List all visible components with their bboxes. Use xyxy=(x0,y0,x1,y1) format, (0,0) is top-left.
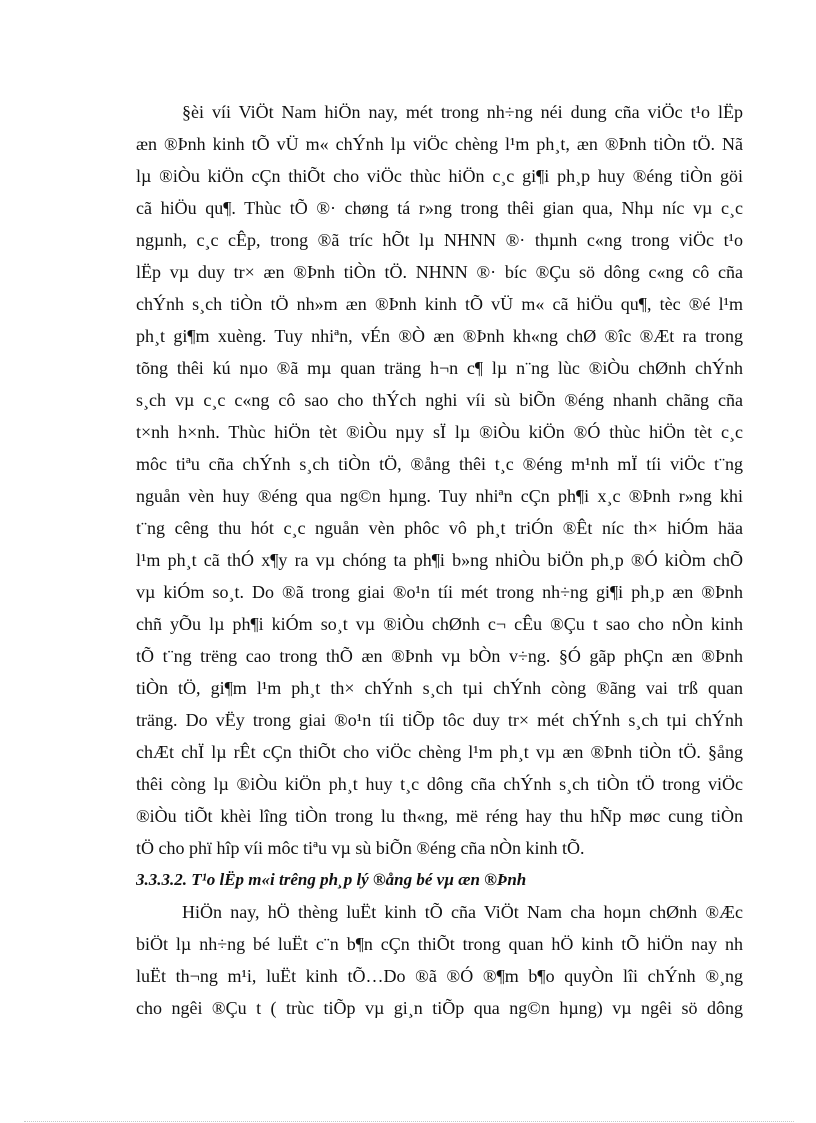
document-page xyxy=(136,96,743,1024)
text-line: lµ ®iÒu kiÖn cÇn thiÕt cho viÖc thùc hiÖn c¸c gi¶i ph¸p huy ®éng tiÒn göi xyxy=(136,166,743,186)
paragraph-legal-environment xyxy=(136,896,743,1024)
text-line: tÖ cho phï hîp víi môc tiªu vµ sù biÕn ®éng cña nÒn kinh tÕ. xyxy=(136,838,585,858)
text-line: ph¸t gi¶m xuèng. Tuy nhiªn, vÉn ®Ò æn ®Þnh kh«ng chØ ®îc ®Æt ra trong xyxy=(136,326,743,346)
page-bottom-divider xyxy=(24,1121,794,1122)
text-line: t¨ng cêng thu hót c¸c nguån vèn phôc vô ph¸t triÓn ®Êt níc th× hiÓm häa xyxy=(136,518,743,538)
text-line: ®iÒu tiÕt khèi lîng tiÒn trong lu th«ng, më réng hay thu hÑp møc cung tiÒn xyxy=(136,806,743,826)
text-line: biÖt lµ nh÷ng bé luËt c¨n b¶n cÇn thiÕt trong quan hÖ kinh tÕ hiÖn nay nh xyxy=(136,934,743,954)
text-line: s¸ch vµ c¸c c«ng cô sao cho thÝch nghi víi sù biÕn ®éng nhanh chãng cña xyxy=(136,390,743,410)
text-line: tÕ t¨ng trëng cao trong thÕ æn ®Þnh vµ bÒn v÷ng. §Ó gãp phÇn æn ®Þnh xyxy=(136,646,743,666)
text-line: nguån vèn huy ®éng qua ng©n hµng. Tuy nhiªn cÇn ph¶i x¸c ®Þnh r»ng khi xyxy=(136,486,743,506)
text-line: cho ngêi ®Çu t ( trùc tiÕp vµ gi¸n tiÕp qua ng©n hµng) vµ ngêi sö dông xyxy=(136,998,743,1018)
text-line: l¹m ph¸t cã thÓ x¶y ra vµ chóng ta ph¶i b»ng nhiÒu biÖn ph¸p ®Ó kiÒm chÕ xyxy=(136,550,743,570)
text-line: §èi víi ViÖt Nam hiÖn nay, mét trong nh÷ng néi dung cña viÖc t¹o lËp xyxy=(182,102,743,122)
text-line: träng. Do vËy trong giai ®o¹n tíi tiÕp tôc duy tr× mét chÝnh s¸ch tµi chÝnh xyxy=(136,710,743,730)
text-line: lËp vµ duy tr× æn ®Þnh tiÒn tÖ. NHNN ®· bíc ®Çu sö dông c«ng cô cña xyxy=(136,262,743,282)
text-line: cã hiÖu qu¶. Thùc tÕ ®· chøng tá r»ng trong thêi gian qua, Nhµ níc vµ c¸c xyxy=(136,198,743,218)
paragraph-anti-inflation xyxy=(136,96,743,864)
text-line: tiÒn tÖ, gi¶m l¹m ph¸t th× chÝnh s¸ch tµi chÝnh còng ®ãng vai trß quan xyxy=(136,678,743,698)
text-line: ngµnh, c¸c cÊp, trong ®ã tríc hÕt lµ NHNN ®· thµnh c«ng trong viÖc t¹o xyxy=(136,230,743,250)
text-line: tõng thêi kú nµo ®ã mµ quan träng h¬n c¶ lµ n¨ng lùc ®iÒu chØnh chÝnh xyxy=(136,358,743,378)
section-heading: 3.3.3.2. T¹o lËp m«i trêng ph¸p lý ®ång bé vµ æn ®Þnh xyxy=(136,870,527,889)
text-line: luËt th¬ng m¹i, luËt kinh tÕ…Do ®ã ®Ó ®¶m b¶o quyÒn lîi chÝnh ®¸ng xyxy=(136,966,743,986)
text-line: chÝnh s¸ch tiÒn tÖ nh»m æn ®Þnh kinh tÕ vÜ m« cã hiÖu qu¶, tèc ®é l¹m xyxy=(136,294,743,314)
text-line: t×nh h×nh. Thùc hiÖn tèt ®iÒu nµy sÏ lµ ®iÒu kiÖn ®Ó thùc hiÖn tèt c¸c xyxy=(136,422,743,442)
text-line: vµ kiÓm so¸t. Do ®ã trong giai ®o¹n tíi mét trong nh÷ng gi¶i ph¸p æn ®Þnh xyxy=(136,582,743,602)
text-line: môc tiªu cña chÝnh s¸ch tiÒn tÖ, ®ång thêi t¸c ®éng m¹nh mÏ tíi viÖc t¨ng xyxy=(136,454,743,474)
text-line: chñ yÕu lµ ph¶i kiÓm so¸t vµ ®iÒu chØnh c¬ cÊu ®Çu t sao cho nÒn kinh xyxy=(136,614,743,634)
text-line: thêi còng lµ ®iÒu kiÖn ph¸t huy t¸c dông cña chÝnh s¸ch tiÒn tÖ trong viÖc xyxy=(136,774,743,794)
text-line: æn ®Þnh kinh tÕ vÜ m« chÝnh lµ viÖc chèng l¹m ph¸t, æn ®Þnh tiÒn tÖ. Nã xyxy=(136,134,743,154)
text-line: HiÖn nay, hÖ thèng luËt kinh tÕ cña ViÖt Nam cha hoµn chØnh ®Æc xyxy=(182,902,743,922)
text-line: chÆt chÏ lµ rÊt cÇn thiÕt cho viÖc chèng l¹m ph¸t vµ æn ®Þnh tiÒn tÖ. §ång xyxy=(136,742,743,762)
